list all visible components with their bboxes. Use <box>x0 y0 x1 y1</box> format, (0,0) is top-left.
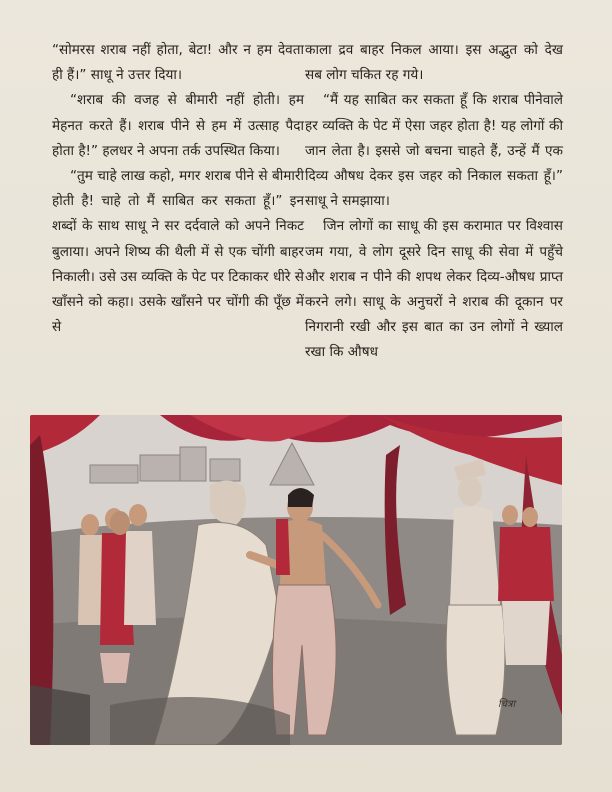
paragraph: “शराब की वजह से बीमारी नहीं होती। हम मेहनत करते हैं। शराब पीने से हम में उत्साह पैदा होता है!” हलधर ने अपना तर्क उपस्थित किया। <box>52 92 304 159</box>
story-illustration <box>30 415 562 745</box>
text-column-right <box>305 38 563 366</box>
artist-signature: चित्रा <box>498 699 516 710</box>
text-column-left <box>52 38 304 340</box>
paragraph: “सोमरस शराब नहीं होता, बेटा! और न हम देवता ही हैं।” साधू ने उत्तर दिया। <box>52 42 304 84</box>
paragraph: काला द्रव बाहर निकल आया। इस अद्भुत को देख सब लोग चकित रह गये। <box>305 42 563 84</box>
paragraph: जिन लोगों का साधू की इस करामात पर विश्वास जम गया, वे लोग दूसरे दिन साधू की सेवा में पहुँचे और शराब न पीने की शपथ लेकर दिव्य-औषध प्राप्त करने लगे। साधू के अनुचरों ने शराब की दूकान पर निगरानी रखी और इस बात का उन लोगों ने ख्याल रखा कि औषध <box>305 218 563 361</box>
paragraph: “मैं यह साबित कर सकता हूँ कि शराब पीनेवाले हर व्यक्ति के पेट में ऐसा जहर होता है! यह लोगों की जान लेता है। इससे जो बचना चाहते हैं, उन्हें मैं एक दिव्य औषध देकर इस जहर को निकाल सकता हूँ।” साधू ने समझाया। <box>305 92 563 210</box>
illustration-drawing <box>30 415 562 745</box>
paragraph: “तुम चाहे लाख कहो, मगर शराब पीने से बीमारी होती है! चाहे तो मैं साबित कर सकता हूँ।” इन शब्दों के साथ साधू ने सर दर्दवाले को अपने निकट बुलाया। अपने शिष्य की थैली में से एक चोंगी बाहर निकाली। उसे उस व्यक्ति के पेट पर टिकाकर धीरे से खाँसने को कहा। उसके खाँसने पर चोंगी की पूँछ में से <box>52 168 304 336</box>
crowd-right <box>498 505 554 665</box>
